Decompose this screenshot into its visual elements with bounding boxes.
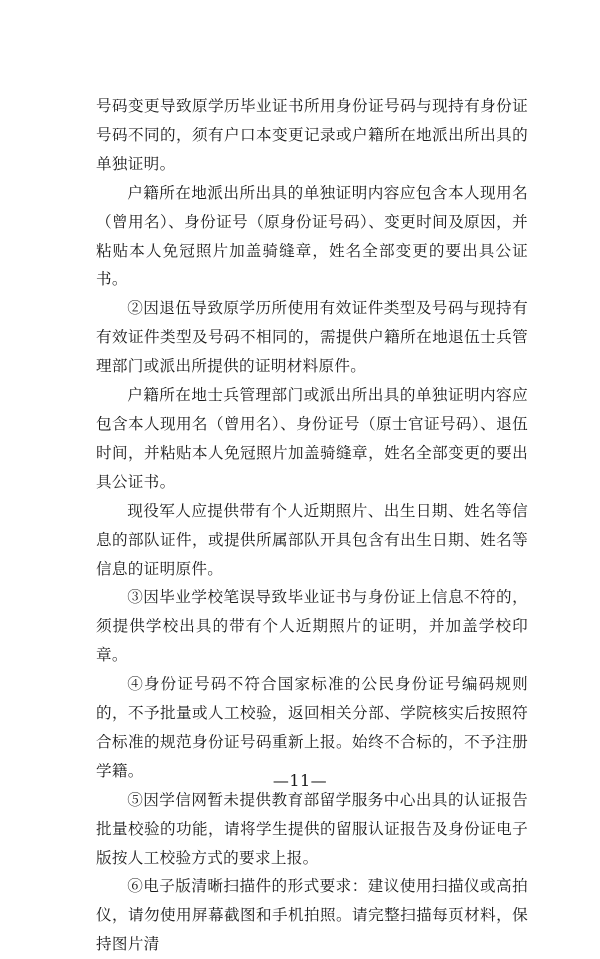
page-number: —11— [272, 771, 328, 790]
paragraph: 户籍所在地士兵管理部门或派出所出具的单独证明内容应包含本人现用名（曾用名）、身份证号（原士官证号码）、退伍时间，并粘贴本人免冠照片加盖骑缝章，姓名全部变更的要出具公证书。 [96, 386, 528, 491]
paragraph: ⑥电子版清晰扫描件的形式要求：建议使用扫描仪或高拍仪，请勿使用屏幕截图和手机拍照。请完整扫描每页材料，保持图片清 [96, 877, 528, 954]
paragraph: 现役军人应提供带有个人近期照片、出生日期、姓名等信息的部队证件，或提供所属部队开具包含有出生日期、姓名等信息的证明原件。 [96, 501, 528, 578]
paragraph: 号码变更导致原学历毕业证书所用身份证号码与现持有身份证号码不同的，须有户口本变更记录或户籍所在地派出所出具的单独证明。 [96, 97, 528, 173]
paragraph: ②因退伍导致原学历所使用有效证件类型及号码与现持有有效证件类型及号码不相同的，需提供户籍所在地退伍士兵管理部门或派出所提供的证明材料原件。 [96, 299, 528, 376]
paragraph: ④身份证号码不符合国家标准的公民身份证号编码规则的，不予批量或人工校验，返回相关分部、学院核实后按照符合标准的规范身份证号码重新上报。始终不合标的，不予注册学籍。 [96, 675, 528, 780]
body-text [96, 92, 528, 959]
paragraph: 户籍所在地派出所出具的单独证明内容应包含本人现用名（曾用名）、身份证号（原身份证号码）、变更时间及原因，并粘贴本人免冠照片加盖骑缝章，姓名全部变更的要出具公证书。 [96, 183, 528, 289]
paragraph: ③因毕业学校笔误导致毕业证书与身份证上信息不符的，须提供学校出具的带有个人近期照片的证明，并加盖学校印章。 [96, 588, 528, 665]
paragraph: ⑤因学信网暂未提供教育部留学服务中心出具的认证报告批量校验的功能，请将学生提供的留服认证报告及身份证电子版按人工校验方式的要求上报。 [96, 790, 528, 867]
